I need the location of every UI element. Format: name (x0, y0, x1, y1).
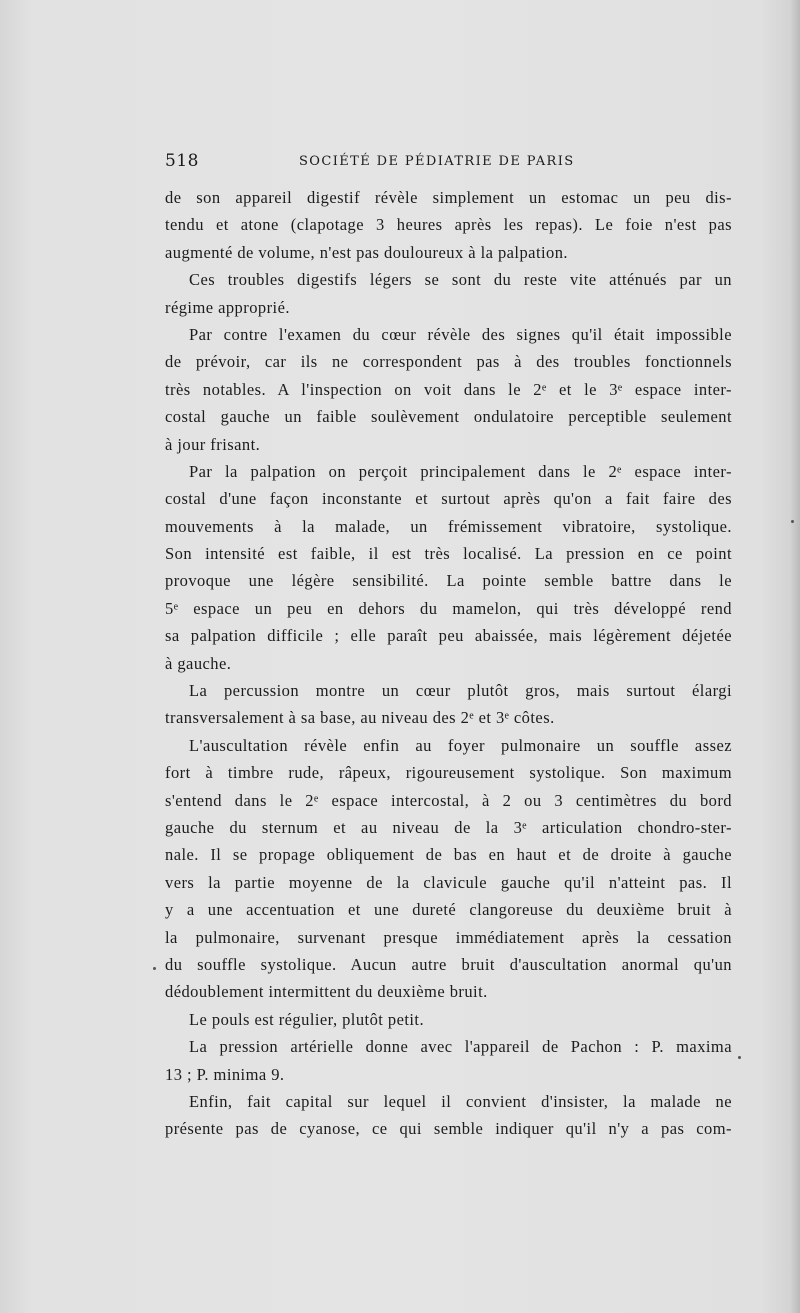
text-line: de prévoir, car ils ne correspondent pas à des troubles fonctionnels (165, 352, 732, 372)
text-line: provoque une légère sensibilité. La pointe semble battre dans le (165, 571, 732, 591)
text-line: présente pas de cyanose, ce qui semble indiquer qu'il n'y a pas com- (165, 1119, 732, 1139)
paragraph-start-line: Le pouls est régulier, plutôt petit. (189, 1009, 425, 1029)
text-line: s'entend dans le 2ᵉ espace intercostal, à 2 ou 3 centimètres du bord (165, 790, 732, 810)
text-line: fort à timbre rude, râpeux, rigoureusement systolique. Son maximum (165, 763, 732, 783)
text-line: sa palpation difficile ; elle paraît peu abaissée, mais légèrement déjetée (165, 626, 732, 646)
paragraph-start-line: La pression artérielle donne avec l'appareil de Pachon : P. maxima (189, 1037, 732, 1057)
text-line: du souffle systolique. Aucun autre bruit d'auscultation anormal qu'un (165, 954, 732, 974)
print-speck (738, 1056, 741, 1059)
print-speck (153, 967, 156, 970)
text-line: dédoublement intermittent du deuxième bruit. (165, 982, 488, 1002)
page-number: 518 (165, 151, 199, 171)
paragraph-start-line: Par la palpation on perçoit principalement dans le 2ᵉ espace inter- (189, 461, 732, 481)
text-line: costal gauche un faible soulèvement ondulatoire perceptible seulement (165, 407, 732, 427)
running-title: SOCIÉTÉ DE PÉDIATRIE DE PARIS (299, 154, 575, 169)
text-line: nale. Il se propage obliquement de bas en haut et de droite à gauche (165, 845, 732, 865)
text-line: 5ᵉ espace un peu en dehors du mamelon, qui très développé rend (165, 598, 732, 618)
text-line: tendu et atone (clapotage 3 heures après les repas). Le foie n'est pas (165, 215, 732, 235)
paragraph-start-line: Par contre l'examen du cœur révèle des signes qu'il était impossible (189, 324, 732, 344)
text-line: régime approprié. (165, 297, 290, 317)
text-line: à gauche. (165, 653, 232, 673)
text-line: à jour frisant. (165, 434, 261, 454)
paragraph-start-line: L'auscultation révèle enfin au foyer pulmonaire un souffle assez (189, 735, 732, 755)
text-line: costal d'une façon inconstante et surtout après qu'on a fait faire des (165, 489, 732, 509)
running-head (165, 151, 730, 173)
text-line: vers la partie moyenne de la clavicule gauche qu'il n'atteint pas. Il (165, 872, 732, 892)
text-line: transversalement à sa base, au niveau des 2ᵉ et 3ᵉ côtes. (165, 708, 555, 728)
text-line: augmenté de volume, n'est pas douloureux à la palpation. (165, 242, 568, 262)
print-speck (791, 520, 794, 523)
text-line: la pulmonaire, survenant presque immédiatement après la cessation (165, 927, 732, 947)
body-text (165, 184, 732, 1143)
text-line: mouvements à la malade, un frémissement vibratoire, systolique. (165, 516, 732, 536)
page-edge-shadow (790, 0, 800, 1313)
text-line: de son appareil digestif révèle simplement un estomac un peu dis- (165, 188, 732, 207)
paragraph-start-line: Enfin, fait capital sur lequel il convient d'insister, la malade ne (189, 1091, 732, 1111)
text-line: gauche du sternum et au niveau de la 3ᵉ articulation chondro-ster- (165, 817, 732, 837)
text-line: y a une accentuation et une dureté clangoreuse du deuxième bruit à (165, 900, 732, 920)
text-line: 13 ; P. minima 9. (165, 1064, 285, 1084)
text-line: Son intensité est faible, il est très localisé. La pression en ce point (165, 544, 732, 564)
paragraph-start-line: Ces troubles digestifs légers se sont du reste vite atténués par un (189, 270, 732, 290)
paragraph-start-line: La percussion montre un cœur plutôt gros, mais surtout élargi (189, 681, 732, 701)
text-line: très notables. A l'inspection on voit dans le 2ᵉ et le 3ᵉ espace inter- (165, 379, 732, 399)
